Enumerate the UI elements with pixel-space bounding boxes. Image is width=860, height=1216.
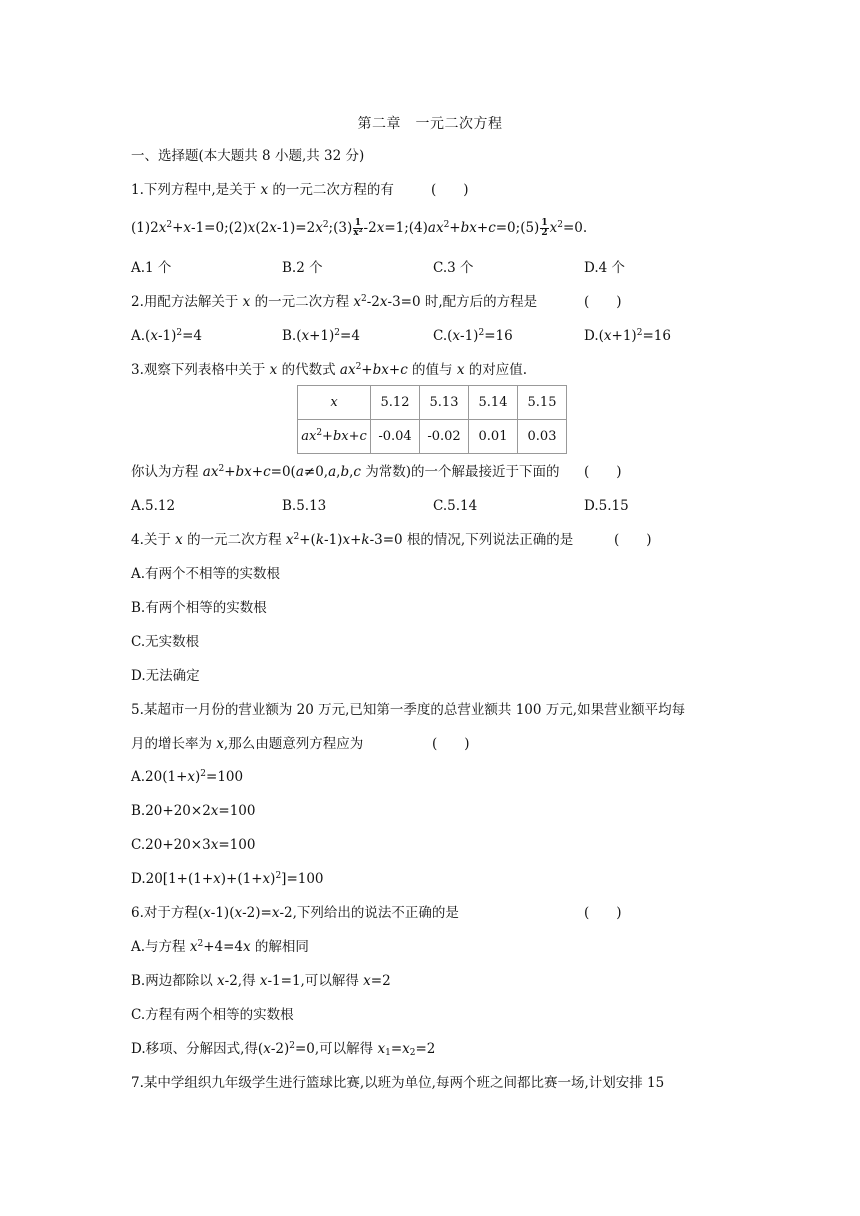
option-d: D.4 个 (584, 260, 626, 276)
option-b: B.20+20×2x=100 (131, 803, 256, 819)
option-a: A.与方程 $x^2+4=4x$ 的解相同 (131, 939, 309, 955)
option-c: $C.(x-1)^2=16$ (433, 328, 513, 344)
question-4-stem: 4.关于 x 的一元二次方程 $x^2+(k-1)x+k-3=0$ 根的情况,下列说法正确的是 (131, 532, 574, 548)
table-cell: 0.01 (469, 420, 518, 454)
answer-paren: ( ) (431, 182, 469, 198)
question-5-stem-line1: 5.某超市一月份的营业额为 20 万元,已知第一季度的总营业额共 100 万元,如果营业额平均每 (131, 702, 686, 718)
option-a: $A.20(1+x)^2=100$ (131, 769, 244, 785)
question-5-stem-line2: 月的增长率为 x,那么由题意列方程应为 (131, 736, 364, 752)
answer-paren: ( ) (584, 905, 622, 921)
table-cell: 5.14 (469, 386, 518, 420)
option-b: B.2 个 (282, 260, 323, 276)
option-c: C.20+20×3x=100 (131, 837, 256, 853)
table-row (298, 420, 567, 454)
table-cell: -0.02 (420, 420, 469, 454)
option-b: B.5.13 (282, 498, 327, 514)
option-a: A.1 个 (131, 260, 172, 276)
option-d: $D.(x+1)^2=16$ (584, 328, 671, 344)
question-3-stem: 3.观察下列表格中关于 x 的代数式 $ax^2+bx+c$ 的值与 x 的对应值. (131, 362, 528, 378)
table-cell: 0.03 (518, 420, 567, 454)
option-c: C.无实数根 (131, 634, 200, 650)
option-c: C.方程有两个相等的实数根 (131, 1007, 294, 1023)
option-b: $B.(x+1)^2=4$ (282, 328, 360, 344)
fraction: $\frac{1}{2}$ (541, 218, 548, 238)
option-b: B.有两个相等的实数根 (131, 600, 267, 616)
table-row (298, 386, 567, 420)
question-7-stem-line1: 7.某中学组织九年级学生进行篮球比赛,以班为单位,每两个班之间都比赛一场,计划安排 15 (131, 1075, 665, 1091)
option-b: B.两边都除以 x-2,得 x-1=1,可以解得 x=2 (131, 973, 391, 989)
option-a: $A.(x-1)^2=4$ (131, 328, 202, 344)
section-heading: 一、选择题(本大题共 8 小题,共 32 分) (131, 148, 365, 164)
option-c: C.5.14 (433, 498, 478, 514)
answer-paren: ( ) (432, 736, 470, 752)
question-1-stem: 1.下列方程中,是关于 x 的一元二次方程的有 (131, 182, 394, 198)
fraction: $\frac{1}{\text{x²}}$ (353, 218, 363, 238)
option-a: A.5.12 (131, 498, 176, 514)
option-d: $D.20[1+(1+x)+(1+x)^2]=100$ (131, 871, 324, 887)
table-cell: 5.12 (371, 386, 420, 420)
table-header-cell: x (298, 386, 371, 420)
question-3-follow: 你认为方程 $ax^2+bx+c=0(a\ne 0,a,b,c$ 为常数)的一个解最接近于下面的 (131, 464, 560, 480)
option-a: A.有两个不相等的实数根 (131, 566, 281, 582)
table-cell: 5.15 (518, 386, 567, 420)
option-d: D.无法确定 (131, 668, 200, 684)
answer-paren: ( ) (584, 294, 622, 310)
chapter-title: 第二章 一元二次方程 (357, 116, 503, 132)
option-d: D.移项、分解因式,得$(x-2)^2=0$,可以解得 $x_1=x_2=2$ (131, 1041, 436, 1058)
table-cell: -0.04 (371, 420, 420, 454)
answer-paren: ( ) (614, 532, 652, 548)
value-table (297, 385, 567, 454)
question-1-equations: $(1)2x^2+x-1=0;(2)x(2x-1)=2x^2;(3)$ $\frac{1}{\text{x²}}$ $-2x=1;(4)ax^2+bx+c=0;(5)$ $\frac{1}{2}$ $x^2=0$. (131, 218, 588, 238)
question-6-stem: 6.对于方程(x-1)(x-2)=x-2,下列给出的说法不正确的是 (131, 905, 459, 921)
option-d: D.5.15 (584, 498, 629, 514)
option-c: C.3 个 (433, 260, 474, 276)
question-2-stem: 2.用配方法解关于 x 的一元二次方程 $x^2-2x-3=0$ 时,配方后的方程是 (131, 294, 538, 310)
table-header-cell: $ax^2+bx+c$ (298, 420, 371, 454)
answer-paren: ( ) (584, 464, 622, 480)
table-cell: 5.13 (420, 386, 469, 420)
